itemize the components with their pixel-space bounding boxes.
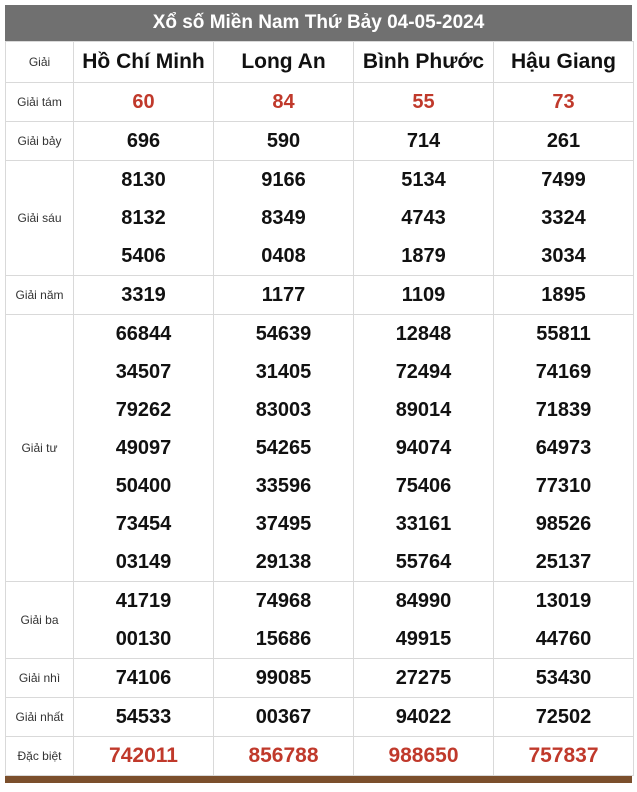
prize-number: 8130 (121, 169, 166, 191)
prize-cell (494, 276, 634, 315)
prize-cell (214, 659, 354, 698)
prize-number: 54265 (255, 437, 312, 459)
prize-number: 25137 (535, 551, 592, 573)
prize-cell (74, 582, 214, 659)
prize-cell (74, 276, 214, 315)
prize-cell (354, 698, 494, 737)
prize-cell (354, 83, 494, 122)
prize-label: Giải bảy (6, 122, 74, 161)
prize-number: 742011 (109, 744, 178, 767)
prize-number: 27275 (395, 667, 452, 689)
prize-cell (354, 315, 494, 582)
prize-row (6, 315, 634, 582)
prize-number: 74169 (535, 361, 592, 383)
prize-cell (354, 659, 494, 698)
prize-number: 84 (272, 91, 295, 113)
prize-row (6, 659, 634, 698)
prize-cell (494, 659, 634, 698)
prize-number: 5134 (401, 169, 446, 191)
prize-number: 73454 (115, 513, 172, 535)
prize-number: 84990 (395, 590, 452, 612)
prize-label: Giải tư (6, 315, 74, 582)
prize-cell (214, 315, 354, 582)
prize-cell (494, 122, 634, 161)
prize-label: Giải ba (6, 582, 74, 659)
prize-row (6, 122, 634, 161)
prize-cell (74, 659, 214, 698)
prize-cell (354, 737, 494, 776)
prize-cell (214, 737, 354, 776)
prize-row (6, 161, 634, 276)
prize-number: 55764 (395, 551, 452, 573)
prize-number: 73 (552, 91, 575, 113)
prize-number: 94022 (395, 706, 452, 728)
prize-cell (494, 315, 634, 582)
prize-number: 77310 (535, 475, 592, 497)
province-binh-phuoc: Bình Phước (354, 42, 494, 83)
prize-number: 64973 (535, 437, 592, 459)
prize-cell (74, 698, 214, 737)
footer-bar (5, 776, 632, 783)
prize-number: 74106 (115, 667, 172, 689)
prize-label: Giải sáu (6, 161, 74, 276)
prize-cell (494, 737, 634, 776)
prize-row (6, 83, 634, 122)
prize-cell (354, 582, 494, 659)
prize-number: 1109 (401, 284, 446, 306)
prize-number: 55 (412, 91, 435, 113)
prize-label: Giải tám (6, 83, 74, 122)
prize-number: 4743 (401, 207, 446, 229)
prize-cell (74, 315, 214, 582)
results-table (5, 41, 634, 776)
prize-number: 15686 (255, 628, 312, 650)
prize-number: 44760 (535, 628, 592, 650)
prize-number: 29138 (255, 551, 312, 573)
prize-number: 5406 (121, 245, 166, 267)
prize-number: 49915 (395, 628, 452, 650)
prize-label: Giải nhất (6, 698, 74, 737)
results-panel (5, 5, 632, 783)
prize-number: 9166 (261, 169, 306, 191)
prize-number: 856788 (248, 744, 319, 767)
prize-number: 53430 (535, 667, 592, 689)
prize-number: 72494 (395, 361, 452, 383)
prize-number: 13019 (535, 590, 592, 612)
prize-number: 60 (132, 91, 155, 113)
table-header-row (6, 42, 634, 83)
prize-cell (494, 698, 634, 737)
prize-number: 74968 (255, 590, 312, 612)
province-hau-giang: Hậu Giang (494, 42, 634, 83)
prize-number: 714 (406, 130, 441, 152)
prize-number: 8349 (261, 207, 306, 229)
prize-cell (74, 83, 214, 122)
prize-number: 7499 (541, 169, 586, 191)
prize-cell (354, 122, 494, 161)
prize-number: 66844 (115, 323, 172, 345)
province-hcm: Hồ Chí Minh (74, 42, 214, 83)
prize-number: 72502 (535, 706, 592, 728)
prize-number: 94074 (395, 437, 452, 459)
prize-number: 34507 (115, 361, 172, 383)
prize-number: 33596 (255, 475, 312, 497)
prize-number: 1177 (261, 284, 306, 306)
prize-number: 54639 (255, 323, 312, 345)
prize-row (6, 582, 634, 659)
prize-number: 83003 (255, 399, 312, 421)
prize-number: 71839 (535, 399, 592, 421)
prize-cell (494, 582, 634, 659)
prize-number: 55811 (536, 323, 591, 345)
prize-number: 988650 (388, 744, 459, 767)
prize-number: 1895 (541, 284, 586, 306)
prize-number: 99085 (255, 667, 312, 689)
prize-cell (74, 161, 214, 276)
prize-number: 03149 (115, 551, 172, 573)
prize-number: 00367 (255, 706, 312, 728)
prize-row (6, 737, 634, 776)
prize-number: 261 (546, 130, 581, 152)
prize-number: 37495 (255, 513, 312, 535)
header-label: Giải (6, 42, 74, 83)
prize-number: 31405 (255, 361, 312, 383)
prize-cell (214, 161, 354, 276)
prize-number: 79262 (115, 399, 172, 421)
prize-cell (494, 83, 634, 122)
prize-number: 12848 (395, 323, 452, 345)
prize-label: Giải năm (6, 276, 74, 315)
prize-number: 89014 (395, 399, 452, 421)
prize-number: 00130 (115, 628, 172, 650)
prize-cell (214, 83, 354, 122)
prize-cell (74, 737, 214, 776)
prize-number: 98526 (535, 513, 592, 535)
prize-row (6, 276, 634, 315)
prize-number: 757837 (528, 744, 599, 767)
prize-number: 41719 (115, 590, 172, 612)
prize-label: Giải nhì (6, 659, 74, 698)
province-long-an: Long An (214, 42, 354, 83)
prize-cell (494, 161, 634, 276)
prize-number: 49097 (115, 437, 172, 459)
prize-number: 3034 (541, 245, 586, 267)
prize-number: 0408 (261, 245, 306, 267)
prize-label: Đặc biệt (6, 737, 74, 776)
prize-cell (354, 161, 494, 276)
prize-cell (74, 122, 214, 161)
prize-number: 50400 (115, 475, 172, 497)
prize-cell (214, 122, 354, 161)
results-title: Xổ số Miền Nam Thứ Bảy 04-05-2024 (5, 5, 632, 41)
prize-cell (354, 276, 494, 315)
prize-number: 3324 (541, 207, 586, 229)
prize-cell (214, 582, 354, 659)
prize-cell (214, 276, 354, 315)
prize-number: 33161 (395, 513, 452, 535)
prize-number: 54533 (115, 706, 172, 728)
prize-number: 696 (126, 130, 161, 152)
prize-row (6, 698, 634, 737)
prize-number: 75406 (395, 475, 452, 497)
prize-number: 8132 (121, 207, 166, 229)
prize-cell (214, 698, 354, 737)
prize-number: 590 (266, 130, 301, 152)
prize-number: 1879 (401, 245, 446, 267)
prize-number: 3319 (121, 284, 166, 306)
